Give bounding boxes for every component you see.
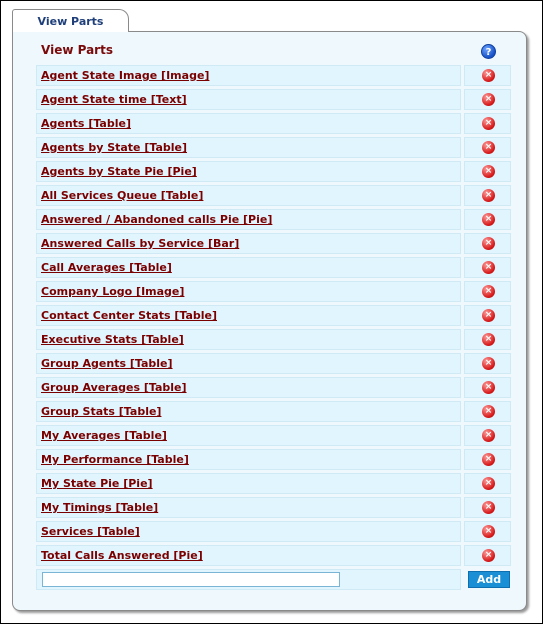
part-link[interactable]: Answered Calls by Service [Bar] (41, 237, 240, 250)
add-part-row (36, 569, 511, 590)
delete-icon[interactable]: × (482, 285, 495, 298)
view-parts-panel (12, 31, 527, 611)
part-link[interactable]: My Averages [Table] (41, 429, 167, 442)
part-link[interactable]: Group Stats [Table] (41, 405, 162, 418)
part-link[interactable]: My Performance [Table] (41, 453, 189, 466)
new-part-input[interactable] (42, 572, 340, 587)
delete-icon[interactable]: × (482, 189, 495, 202)
delete-icon[interactable]: × (482, 165, 495, 178)
part-link[interactable]: Company Logo [Image] (41, 285, 185, 298)
delete-icon[interactable]: × (482, 213, 495, 226)
delete-icon[interactable]: × (482, 69, 495, 82)
part-link[interactable]: Services [Table] (41, 525, 140, 538)
part-link[interactable]: Total Calls Answered [Pie] (41, 549, 203, 562)
delete-icon[interactable]: × (482, 309, 495, 322)
part-link[interactable]: Agents by State [Table] (41, 141, 188, 154)
delete-icon[interactable]: × (482, 237, 495, 250)
part-link[interactable]: My Timings [Table] (41, 501, 159, 514)
delete-icon[interactable]: × (482, 453, 495, 466)
delete-icon[interactable]: × (482, 405, 495, 418)
part-link[interactable]: Agent State Image [Image] (41, 69, 210, 82)
delete-icon[interactable]: × (482, 357, 495, 370)
part-link[interactable]: Group Averages [Table] (41, 381, 187, 394)
delete-icon[interactable]: × (482, 333, 495, 346)
part-link[interactable]: Answered / Abandoned calls Pie [Pie] (41, 213, 273, 226)
tab-view-parts[interactable]: View Parts (12, 9, 129, 32)
delete-icon[interactable]: × (482, 261, 495, 274)
delete-icon[interactable]: × (482, 429, 495, 442)
part-link[interactable]: All Services Queue [Table] (41, 189, 204, 202)
add-button[interactable]: Add (468, 571, 510, 588)
delete-icon[interactable]: × (482, 525, 495, 538)
part-link[interactable]: Call Averages [Table] (41, 261, 172, 274)
part-link[interactable]: Executive Stats [Table] (41, 333, 184, 346)
delete-icon[interactable]: × (482, 381, 495, 394)
part-link[interactable]: My State Pie [Pie] (41, 477, 153, 490)
part-link[interactable]: Agent State time [Text] (41, 93, 187, 106)
part-link[interactable]: Contact Center Stats [Table] (41, 309, 217, 322)
panel-title: View Parts (41, 43, 113, 57)
delete-icon[interactable]: × (482, 141, 495, 154)
delete-icon[interactable]: × (482, 93, 495, 106)
delete-icon[interactable]: × (482, 477, 495, 490)
delete-icon[interactable]: × (482, 501, 495, 514)
part-link[interactable]: Agents [Table] (41, 117, 131, 130)
part-link[interactable]: Group Agents [Table] (41, 357, 173, 370)
help-icon[interactable]: ? (481, 44, 496, 59)
delete-icon[interactable]: × (482, 117, 495, 130)
delete-icon[interactable]: × (482, 549, 495, 562)
part-link[interactable]: Agents by State Pie [Pie] (41, 165, 197, 178)
